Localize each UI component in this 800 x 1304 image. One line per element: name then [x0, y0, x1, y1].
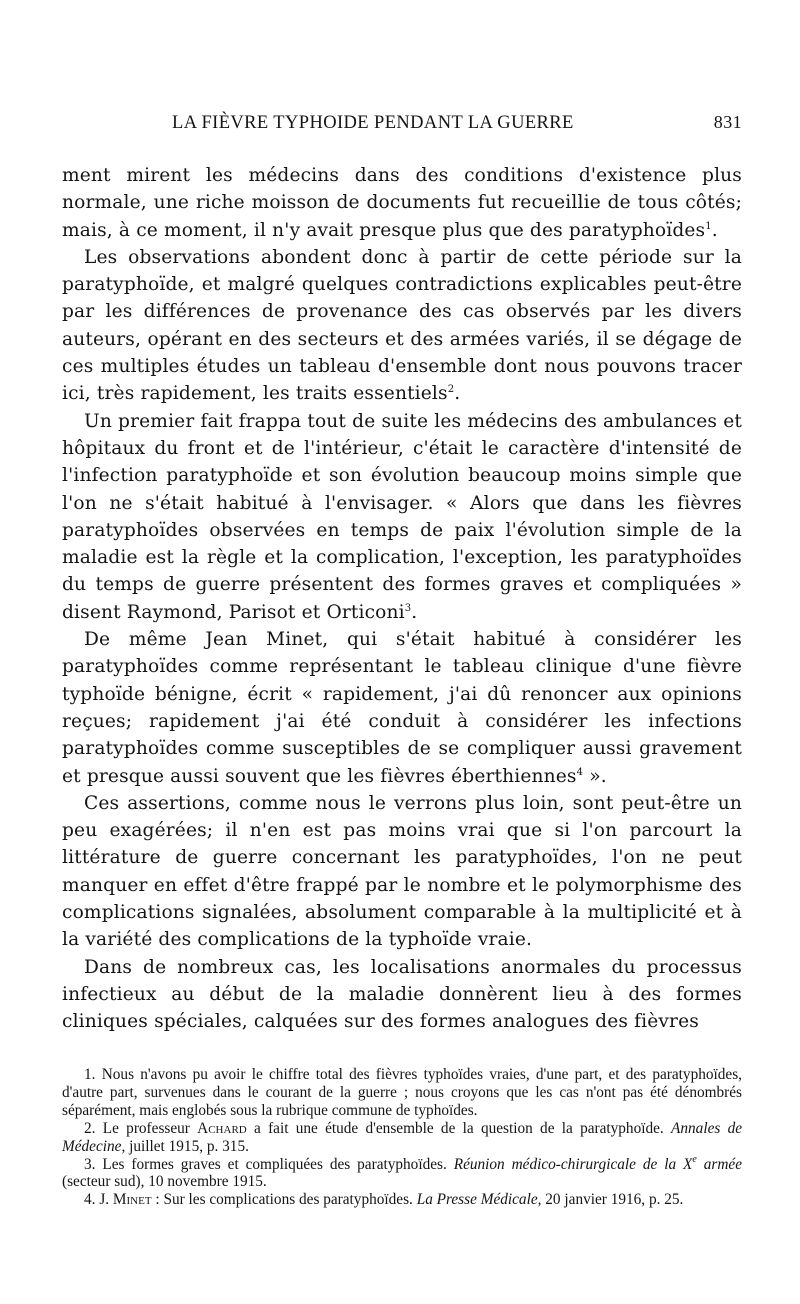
- body-text: [62, 162, 742, 1036]
- footnote-1: 1. Nous n'avons pu avoir le chiffre total des fièvres typhoïdes vraies, d'une part, et des paratyphoïdes, d'autre part, survenues dans le courant de la guerre ; nous croyons que les cas n'ont pas été dénombrés séparément, mais englobés sous la rubrique commune de typhoïdes.: [62, 1066, 742, 1119]
- note-ref-4: 4: [576, 766, 584, 778]
- paragraph-3: Un premier fait frappa tout de suite les médecins des ambulances et hôpitaux du front et de l'intérieur, c'était le caractère d'intensité de l'infection paratyphoïde et son évolution beaucoup moins simple que l'on ne s'était habitué à l'envisager. « Alors que dans les fièvres paratyphoïdes observées en temps de paix l'évolution simple de la maladie est la règle et la complication, l'exception, les paratyphoïdes du temps de guerre présentent des formes graves et compliquées » disent Raymond, Parisot et Orticoni$^3$.: [62, 410, 742, 623]
- footnote-4: 4. J. Minet : Sur les complications des paratyphoïdes. La Presse Médicale, 20 janvier 1916, p. 25.: [84, 1191, 684, 1209]
- paragraph-5: Ces assertions, comme nous le verrons plus loin, sont peut-être un peu exagérées; il n'en est pas moins vrai que si l'on parcourt la littérature de guerre concernant les paratyphoïdes, l'on ne peut manquer en effet d'être frappé par le nombre et le polymorphisme des complications signalées, absolument comparable à la multiplicité et à la variété des complications de la typhoïde vraie.: [62, 792, 742, 951]
- note-ref-3: 3: [404, 602, 412, 614]
- page-number: 831: [713, 112, 742, 132]
- paragraph-4: De même Jean Minet, qui s'était habitué à considérer les paratyphoïdes comme représentant le tableau clinique d'une fièvre typhoïde bénigne, écrit « rapidement, j'ai dû renoncer aux opinions reçues; rapidement j'ai été conduit à considérer les infections paratyphoïdes comme susceptibles de se compliquer aussi gravement et presque aussi souvent que les fièvres éberthiennes$^4$ ».: [62, 629, 742, 787]
- paragraph-6: Dans de nombreux cas, les localisations anormales du processus infectieux au début de la maladie donnèrent lieu à des formes cliniques spéciales, calquées sur des formes analogues des fièvres: [62, 956, 742, 1033]
- journal-title: Réunion médico-chirurgicale de la Xe armée: [453, 1153, 742, 1173]
- author-name: Achard: [197, 1119, 247, 1137]
- author-name: Minet: [112, 1191, 152, 1209]
- footnote-2: 2. Le professeur Achard a fait une étude d'ensemble de la question de la paratyphoïde. Annales de Médecine, juillet 1915, p. 315.: [62, 1119, 743, 1155]
- running-title: LA FIÈVRE TYPHOIDE PENDANT LA GUERRE: [172, 113, 574, 133]
- note-ref-1: 1: [705, 220, 712, 232]
- running-head: [62, 112, 742, 148]
- paragraph-1: ment mirent les médecins dans des conditions d'existence plus normale, une riche moisson de documents fut recueillie de tous côtés; mais, à ce moment, il n'y avait presque plus que des paratyphoïdes$^1$.: [62, 165, 742, 241]
- paragraph-2: Les observations abondent donc à partir de cette période sur la paratyphoïde, et malgré quelques contradictions explicables peut-être par les différences de provenance des cas observés par les divers auteurs, opérant en des secteurs et des armées variés, il se dégage de ces multiples études un tableau d'ensemble dont nous pouvons tracer ici, très rapidement, les traits essentiels$^2$.: [62, 246, 742, 405]
- note-ref-2: 2: [447, 384, 455, 396]
- page: [62, 112, 743, 1209]
- journal-title: La Presse Médicale,: [416, 1191, 542, 1209]
- journal-title: Annales de Médecine,: [62, 1119, 743, 1155]
- footnotes: [62, 1066, 742, 1209]
- footnote-3: 3. Les formes graves et compliquées des paratyphoïdes. Réunion médico-chirurgicale de la Xe armée (secteur sud), 10 novembre 1915.: [62, 1153, 742, 1191]
